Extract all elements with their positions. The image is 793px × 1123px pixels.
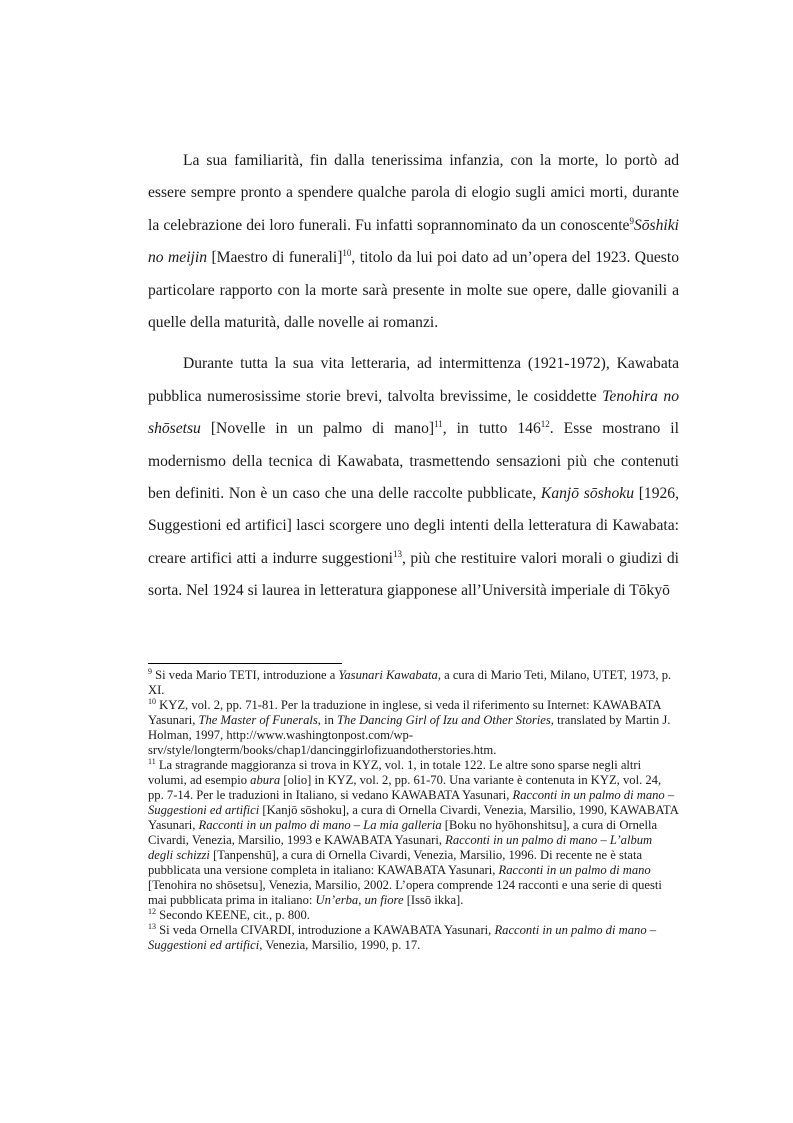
- footnote-ref: 13: [148, 921, 156, 931]
- footnote-ref: 11: [434, 419, 443, 430]
- text-run: Si veda Ornella CIVARDI, introduzione a KAWABATA Yasunari,: [156, 923, 495, 937]
- italic-text: Racconti in un palmo di mano – Suggestioni ed artifici: [148, 923, 657, 952]
- text-run: Durante tutta la sua vita letteraria, ad intermittenza (1921-1972), Kawabata pubblica numerosissime storie brevi, talvolta brevissime, le cosiddette: [148, 355, 679, 405]
- italic-text: Racconti in un palmo di mano – L’album degli schizzi: [148, 833, 653, 862]
- footnote-ref: 9: [629, 215, 634, 226]
- italic-text: Kanjō sōshoku: [540, 485, 634, 503]
- footnote-12: [148, 908, 679, 923]
- text-run: . Esse mostrano il modernismo della tecnica di Kawabata, trasmettendo sensazioni più che contenuti ben definiti. Non è un caso che una delle raccolte pubblicate,: [148, 420, 679, 503]
- italic-text: Sōshiki no meijin: [148, 216, 679, 267]
- footnote-13: [148, 923, 679, 953]
- text-run: , a cura di Mario Teti, Milano, UTET, 1973, p. XI.: [148, 668, 672, 697]
- text-run: KYZ, vol. 2, pp. 71-81. Per la traduzione in inglese, si veda il riferimento su Internet: KAWABATA Yasunari,: [148, 698, 661, 727]
- footnote-ref: 11: [148, 756, 156, 766]
- paragraph: [148, 348, 679, 607]
- italic-text: Racconti in un palmo di mano – La mia galleria: [198, 818, 442, 832]
- text-run: [Boku no hyōhonshitsu], a cura di Ornella Civardi, Venezia, Marsilio, 1993 e KAWABATA Yasunari,: [148, 818, 658, 847]
- italic-text: Tenohira no shōsetsu: [148, 387, 679, 438]
- italic-text: The Dancing Girl of Izu and Other Stories: [337, 713, 551, 727]
- footnote-ref: 9: [148, 666, 152, 676]
- footnote-ref: 12: [148, 906, 156, 916]
- footnote-ref: 10: [148, 696, 156, 706]
- paragraph: [148, 145, 679, 339]
- text-run: , in: [317, 713, 338, 727]
- text-run: [Tanpenshū], a cura di Ornella Civardi, Venezia, Marsilio, 1996. Di recente ne è stata pubblicata una versione completa in italiano: KAWABATA Yasunari,: [148, 848, 643, 877]
- text-run: La stragrande maggioranza si trova in KYZ, vol. 1, in totale 122. Le altre sono sparse negli altri volumi, ad esempio: [148, 758, 642, 787]
- text-run: , Venezia, Marsilio, 1990, p. 17.: [259, 938, 421, 952]
- text-run: [1926, Suggestioni ed artifici] lasci scorgere uno degli intenti della letteratura di Kawabata: creare artifici atti a indurre suggestioni: [148, 485, 679, 567]
- footnotes: [148, 668, 679, 953]
- footnote-10: [148, 698, 679, 758]
- footnote-11: [148, 758, 679, 908]
- footnote-ref: 13: [392, 548, 402, 559]
- footnote-9: [148, 668, 679, 698]
- text-run: , più che restituire valori morali o giudizi di sorta. Nel 1924 si laurea in letteratura giapponese all’Università imperiale di Tōkyō: [148, 549, 680, 600]
- italic-text: Racconti in un palmo di mano: [498, 863, 651, 877]
- footnote-ref: 12: [540, 419, 550, 430]
- footnote-separator: [148, 663, 342, 664]
- text-run: , translated by Martin J. Holman, 1997, http://www.washingtonpost.com/wp-srv/style/longterm/books/chap1/dancinggirlofizuandotherstories.htm.: [148, 713, 671, 757]
- text-run: La sua familiarità, fin dalla tenerissima infanzia, con la morte, lo portò ad essere sempre pronto a spendere qualche parola di elogio sugli amici morti, durante la celebrazione dei loro funerali. Fu infatti soprannominato da un conoscente: [148, 152, 679, 234]
- italic-text: The Master of Funerals: [198, 713, 318, 727]
- italic-text: Yasunari Kawabata: [338, 668, 438, 682]
- text-run: Secondo KEENE, cit., p. 800.: [156, 908, 310, 922]
- text-run: [olio] in KYZ, vol. 2, pp. 61-70. Una variante è contenuta in KYZ, vol. 24, pp. 7-14. Per le traduzioni in Italiano, si vedano KAWABATA Yasunari,: [148, 773, 662, 802]
- text-run: [Maestro di funerali]: [207, 249, 343, 267]
- italic-text: abura: [250, 773, 281, 787]
- text-run: Si veda Mario TETI, introduzione a: [152, 668, 339, 682]
- text-run: , in tutto 146: [442, 420, 541, 438]
- text-run: , titolo da lui poi dato ad un’opera del 1923. Questo particolare rapporto con la morte sarà presente in molte sue opere, dalle giovanili a quelle della maturità, dalle novelle ai romanzi.: [148, 249, 679, 332]
- text-run: [Kanjō sōshoku], a cura di Ornella Civardi, Venezia, Marsilio, 1990, KAWABATA Yasunari,: [148, 803, 679, 832]
- text-run: [Issō ikka].: [403, 893, 464, 907]
- body-text: [148, 145, 679, 617]
- text-run: [Novelle in un palmo di mano]: [200, 420, 435, 438]
- text-run: [Tenohira no shōsetsu], Venezia, Marsilio, 2002. L’opera comprende 124 racconti e una serie di questi mai pubblicata prima in italiano:: [148, 878, 662, 907]
- italic-text: Un’erba, un fiore: [315, 893, 404, 907]
- italic-text: Racconti in un palmo di mano – Suggestioni ed artifici: [148, 788, 675, 817]
- footnote-ref: 10: [342, 248, 352, 259]
